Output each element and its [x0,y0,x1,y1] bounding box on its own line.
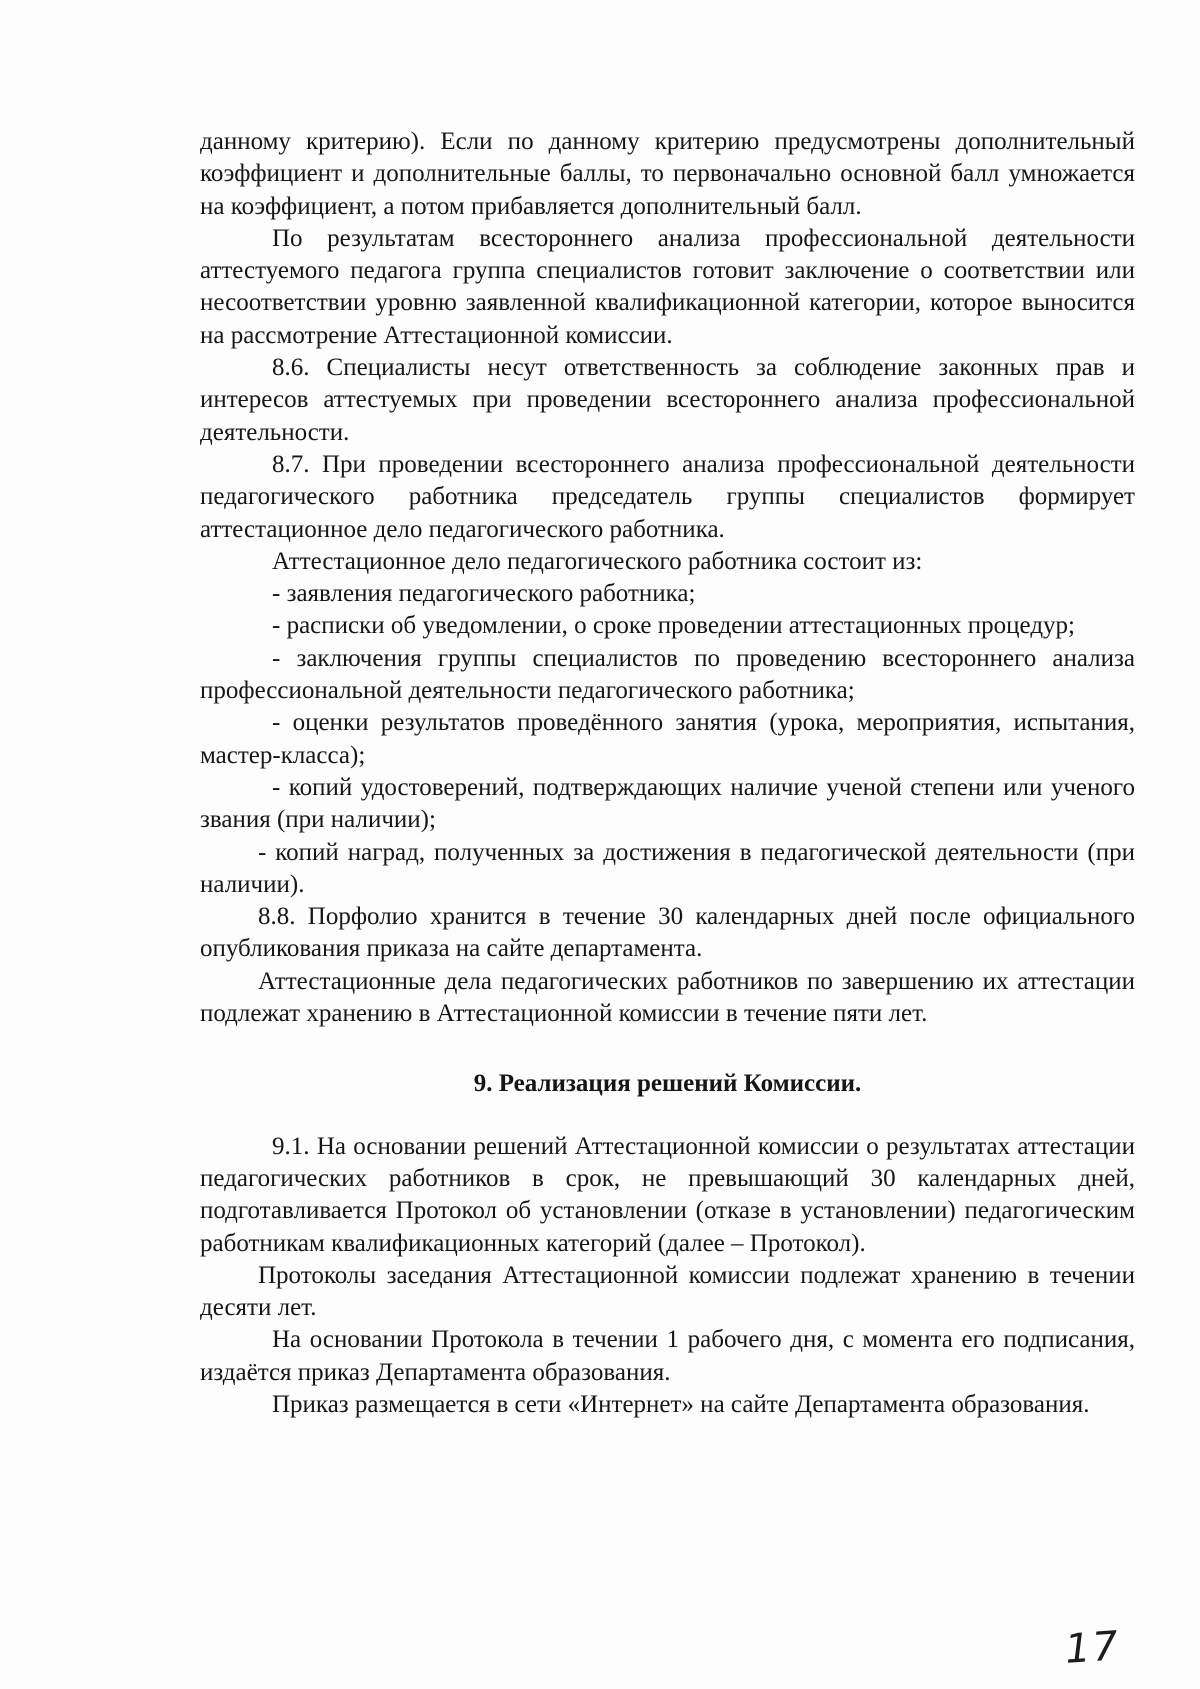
document-body [200,126,1135,1421]
page-number: 17 [1063,1623,1122,1673]
list-item-receipt: - расписки об уведомлении, о сроке проведении аттестационных процедур; [272,612,1075,640]
list-item-lesson-evaluation: - оценки результатов проведённого занятия (урока, мероприятия, испытания, мастер-класса); [200,709,1135,769]
section-heading: 9. Реализация решений Комиссии. [473,1070,862,1098]
paragraph-8-8: 8.8. Порфолио хранится в течение 30 календарных дней после официального опубликования приказа на сайте департамента. [200,903,1135,963]
paragraph-dossier-intro: Аттестационное дело педагогического работника состоит из: [272,547,923,575]
list-item-application: - заявления педагогического работника; [272,580,696,608]
paragraph-8-6: 8.6. Специалисты несут ответственность за соблюдение законных прав и интересов аттестуемых при проведении всестороннего анализа профессиональной деятельности. [200,354,1135,446]
paragraph-order-issue: На основании Протокола в течении 1 рабочего дня, с момента его подписания, издаётся приказ Департамента образования. [200,1326,1135,1386]
paragraph-8-7: 8.7. При проведении всестороннего анализа профессиональной деятельности педагогического работника председатель группы специалистов формирует аттестационное дело педагогического работника. [200,450,1135,543]
paragraph-analysis-results: По результатам всестороннего анализа профессиональной деятельности аттестуемого педагога группа специалистов готовит заключение о соответствии или несоответствии уровню заявленной квалификационной категории, которое выносится на рассмотрение Аттестационной комиссии. [200,224,1135,349]
paragraph-protocol-storage: Протоколы заседания Аттестационной комиссии подлежат хранению в течении десяти лет. [200,1261,1135,1322]
list-item-certificates: - копий удостоверений, подтверждающих наличие ученой степени или ученого звания (при наличии); [200,773,1135,834]
list-item-awards: - копий наград, полученных за достижения в педагогической деятельности (при наличии). [200,838,1135,898]
paragraph-order-publication: Приказ размещается в сети «Интернет» на сайте Департамента образования. [272,1390,1090,1418]
paragraph-9-1: 9.1. На основании решений Аттестационной комиссии о результатах аттестации педагогических работников в срок, не превышающий 30 календарных дней, подготавливается Протокол об установлении (отказе в установлении) педагогическим работникам квалификационных категорий (далее – Протокол). [200,1132,1135,1257]
paragraph-criteria-continuation: данному критерию). Если по данному критерию предусмотрены дополнительный коэффициент и дополнительные баллы, то первоначально основной балл умножается на коэффициент, а потом прибавляется дополнительный балл. [200,128,1135,220]
list-item-conclusion: - заключения группы специалистов по проведению всестороннего анализа профессиональной деятельности педагогического работника; [200,644,1135,705]
paragraph-dossier-storage: Аттестационные дела педагогических работников по завершению их аттестации подлежат хранению в Аттестационной комиссии в течение пяти лет. [200,967,1135,1028]
